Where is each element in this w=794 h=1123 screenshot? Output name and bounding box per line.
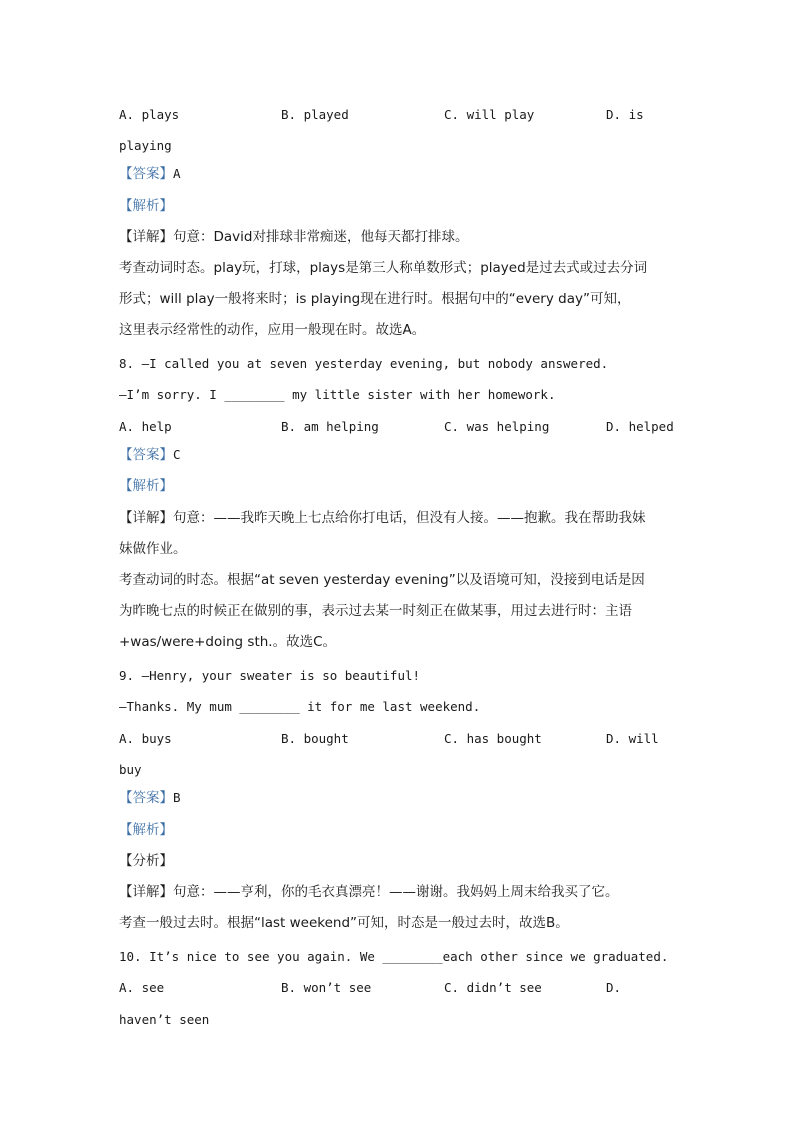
q8-analysis <box>119 477 679 495</box>
q7-answer <box>119 165 679 183</box>
q9-option-b: B. bought <box>281 731 349 746</box>
detail-text: 句意：——我昨天晚上七点给你打电话，但没有人接。——抱歉。我在帮助我妹 <box>173 510 646 526</box>
answer-tag: 【答案】 <box>119 166 173 182</box>
q9-option-d: D. will <box>606 731 659 746</box>
q9-detail <box>119 883 679 901</box>
answer-value: C <box>173 447 181 462</box>
detail-tag: 【详解】 <box>119 884 173 900</box>
q7-explain-2: 形式；will play一般将来时；is playing现在进行时。根据句中的“every day”可知， <box>119 291 631 307</box>
q8-detail-2: 妹做作业。 <box>119 541 187 557</box>
q7-option-a: A. plays <box>119 107 180 122</box>
q9-options <box>119 730 679 748</box>
answer-value: A <box>173 166 181 181</box>
q8-option-a: A. help <box>119 419 172 434</box>
q9-fenxi: 【分析】 <box>119 853 173 869</box>
q10-option-a: A. see <box>119 980 165 995</box>
q9-explain-1: 考查一般过去时。根据“last weekend”可知，时态是一般过去时，故选B。 <box>119 915 569 931</box>
q8-explain-3: +was/were+doing sth.。故选C。 <box>119 634 337 650</box>
q7-options <box>119 106 679 124</box>
q10-options <box>119 979 679 997</box>
q10-option-wrap: haven’t seen <box>119 1012 210 1027</box>
q7-explain-1: 考查动词时态。play玩，打球，plays是第三人称单数形式；played是过去式或过去分词 <box>119 260 648 276</box>
q7-option-d: D. is <box>606 107 644 122</box>
analysis-tag: 【解析】 <box>119 822 173 838</box>
q10-stem-1: 10. It’s nice to see you again. We ________each other since we graduated. <box>119 949 669 964</box>
detail-text: 句意：——亨利，你的毛衣真漂亮！——谢谢。我妈妈上周末给我买了它。 <box>173 884 619 900</box>
answer-tag: 【答案】 <box>119 447 173 463</box>
q9-option-wrap: buy <box>119 762 142 777</box>
q7-explain-3: 这里表示经常性的动作，应用一般现在时。故选A。 <box>119 322 426 338</box>
q7-option-b: B. played <box>281 107 349 122</box>
q7-analysis <box>119 197 679 215</box>
q9-option-a: A. buys <box>119 731 172 746</box>
q9-stem-1: 9. —Henry, your sweater is so beautiful! <box>119 668 421 683</box>
q8-options <box>119 418 679 436</box>
q8-explain-1: 考查动词的时态。根据“at seven yesterday evening”以及语境可知，没接到电话是因 <box>119 572 645 588</box>
q9-analysis <box>119 821 679 839</box>
q8-option-c: C. was helping <box>444 419 550 434</box>
q8-option-d: D. helped <box>606 419 674 434</box>
detail-tag: 【详解】 <box>119 229 173 245</box>
q8-answer <box>119 446 679 464</box>
q8-stem-2: —I’m sorry. I ________ my little sister with her homework. <box>119 387 556 402</box>
q8-explain-2: 为昨晚七点的时候正在做别的事，表示过去某一时刻正在做某事，用过去进行时：主语 <box>119 603 632 619</box>
q10-option-c: C. didn’t see <box>444 980 542 995</box>
q10-option-d: D. <box>606 980 622 995</box>
q7-option-c: C. will play <box>444 107 535 122</box>
answer-value: B <box>173 790 181 805</box>
q10-option-b: B. won’t see <box>281 980 372 995</box>
detail-tag: 【详解】 <box>119 510 173 526</box>
q8-stem-1: 8. —I called you at seven yesterday evening, but nobody answered. <box>119 356 609 371</box>
q8-detail-1 <box>119 509 679 527</box>
detail-text: 句意：David对排球非常痴迷，他每天都打排球。 <box>173 229 469 245</box>
q8-option-b: B. am helping <box>281 419 379 434</box>
q7-detail <box>119 228 679 246</box>
q9-answer <box>119 789 679 807</box>
q9-option-c: C. has bought <box>444 731 542 746</box>
analysis-tag: 【解析】 <box>119 198 173 214</box>
q9-stem-2: —Thanks. My mum ________ it for me last weekend. <box>119 699 481 714</box>
answer-tag: 【答案】 <box>119 790 173 806</box>
q7-option-wrap: playing <box>119 138 172 153</box>
analysis-tag: 【解析】 <box>119 478 173 494</box>
